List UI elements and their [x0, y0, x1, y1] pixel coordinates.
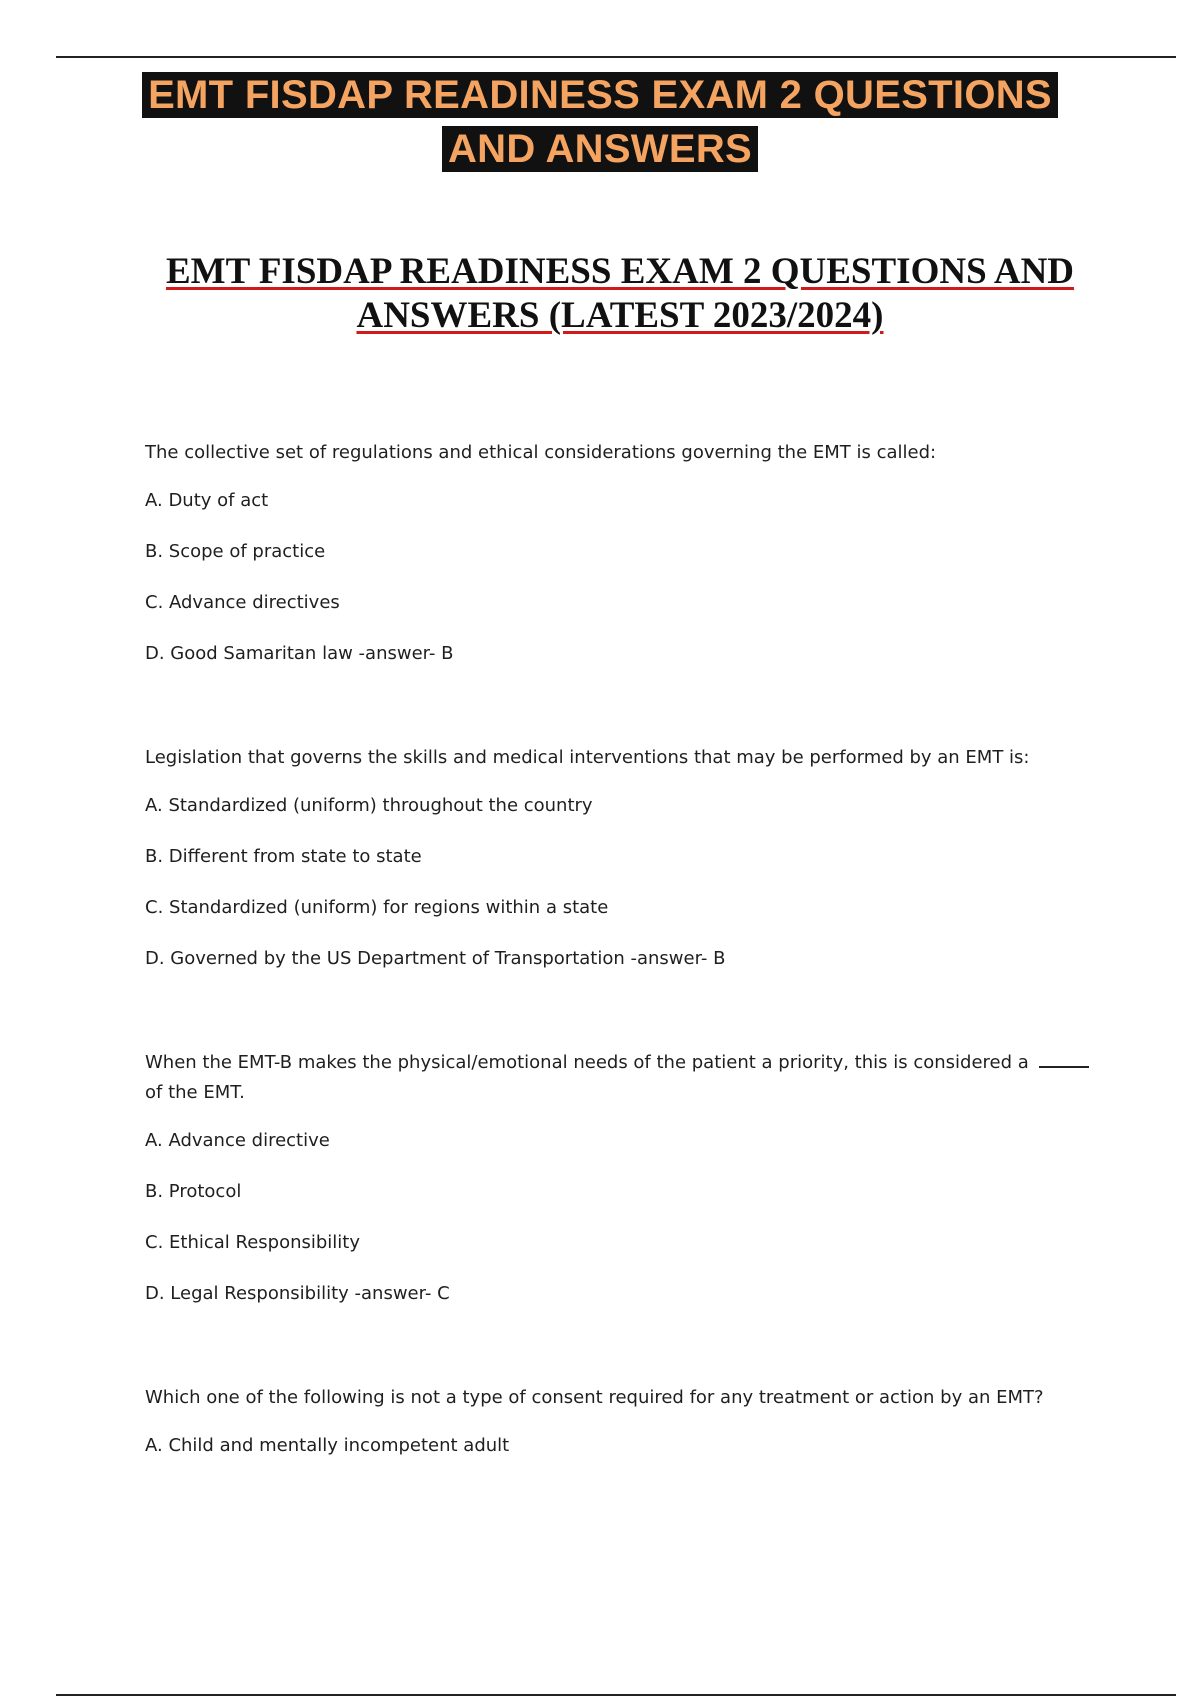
question-block-2 [145, 743, 1105, 974]
question-list [145, 438, 1105, 1535]
document-title [0, 250, 1200, 338]
question-text: Legislation that governs the skills and medical interventions that may be performed by an EMT is: [145, 747, 1030, 768]
document-title-line-1: EMT FISDAP READINESS EXAM 2 QUESTIONS AND [165, 251, 1075, 292]
option-b: B. Scope of practice [145, 541, 326, 562]
option-c: C. Ethical Responsibility [145, 1232, 361, 1253]
document-title-line-2: ANSWERS (LATEST 2023/2024) [356, 295, 884, 336]
option-d-with-answer: D. Legal Responsibility -answer- C [145, 1283, 450, 1304]
option-b: B. Different from state to state [145, 846, 422, 867]
option-a: A. Standardized (uniform) throughout the country [145, 795, 593, 816]
bottom-rule [56, 1694, 1176, 1696]
fill-in-blank [1039, 1050, 1089, 1068]
option-c: C. Standardized (uniform) for regions within a state [145, 897, 609, 918]
question-text-part-2: of the EMT. [145, 1082, 245, 1103]
option-b: B. Protocol [145, 1181, 242, 1202]
top-rule [56, 56, 1176, 58]
question-text: The collective set of regulations and ethical considerations governing the EMT is called: [145, 442, 937, 463]
question-block-4 [145, 1383, 1105, 1461]
question-block-1 [145, 438, 1105, 669]
question-block-3 [145, 1048, 1105, 1309]
option-d-with-answer: D. Governed by the US Department of Transportation -answer- B [145, 948, 726, 969]
banner-line-2: AND ANSWERS [442, 126, 758, 172]
option-a: A. Duty of act [145, 490, 269, 511]
banner-heading [0, 72, 1200, 180]
option-c: C. Advance directives [145, 592, 340, 613]
question-text [145, 1048, 1105, 1108]
option-a: A. Advance directive [145, 1130, 330, 1151]
option-d-with-answer: D. Good Samaritan law -answer- B [145, 643, 454, 664]
banner-line-1: EMT FISDAP READINESS EXAM 2 QUESTIONS [142, 72, 1058, 118]
option-a: A. Child and mentally incompetent adult [145, 1435, 510, 1456]
question-text-part-1: When the EMT-B makes the physical/emotional needs of the patient a priority, this is considered a [145, 1052, 1029, 1073]
question-text: Which one of the following is not a type of consent required for any treatment or action by an EMT? [145, 1387, 1044, 1408]
